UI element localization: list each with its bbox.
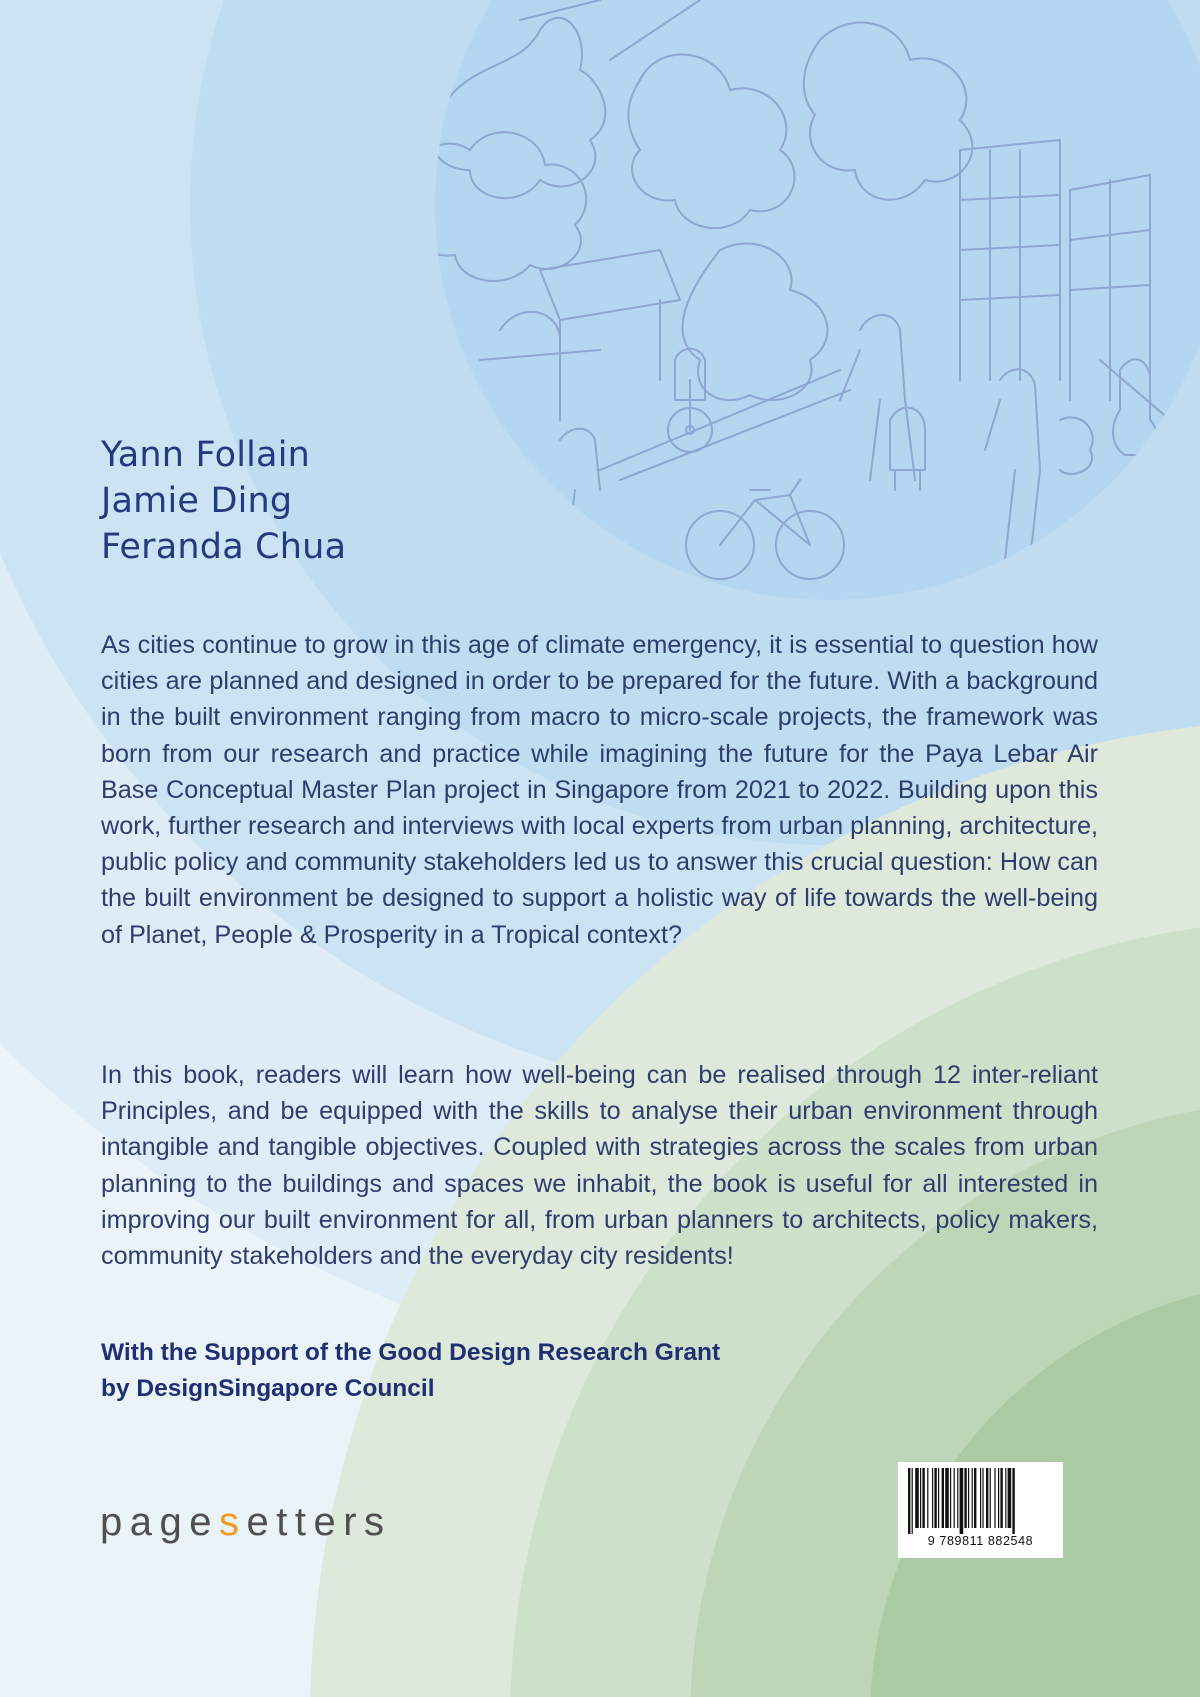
grant-line-1: With the Support of the Good Design Research Grant (101, 1339, 721, 1366)
barcode-bar (980, 1468, 981, 1528)
barcode-digits: 9 789811 882548 (927, 1534, 1034, 1548)
barcode-bar (990, 1468, 991, 1528)
barcode-bar (982, 1468, 983, 1528)
barcode-bar (932, 1468, 933, 1528)
barcode-bar (922, 1468, 924, 1528)
isbn-barcode (898, 1462, 1063, 1558)
author-list (101, 432, 346, 570)
barcode-bar (908, 1468, 910, 1534)
publisher-logo-accent: s (218, 1500, 247, 1544)
barcode-bar (968, 1468, 969, 1528)
publisher-logo-part1: page (100, 1500, 219, 1544)
author-name: Feranda Chua (101, 527, 347, 567)
barcode-bar (920, 1468, 921, 1528)
barcode-bar (1000, 1468, 1002, 1528)
synopsis-paragraph-2: In this book, readers will learn how well-being can be realised through 12 inter-reliant Principles, and be equipped with the skills to analyse their urban environment through intangible and tangible objectives. Coupled with strategies across the scales from urban planning to the buildings and spaces we inhabit, the book is useful for all interested in improving our built environment for all, from urban planners to architects, policy makers, community stakeholders and the everyday city residents! (101, 1061, 1098, 1271)
barcode-bar (912, 1468, 913, 1534)
barcode-bar (964, 1468, 966, 1528)
barcode-bar (927, 1468, 928, 1528)
barcode-bar (998, 1468, 999, 1528)
barcode-bar (957, 1468, 958, 1528)
barcode-bar (954, 1468, 955, 1528)
barcode-bar (934, 1468, 936, 1528)
barcode-bar (950, 1468, 951, 1528)
barcode-bar (1012, 1468, 1014, 1534)
grant-acknowledgement (101, 1335, 720, 1407)
publisher-logo-part2: etters (246, 1500, 392, 1544)
barcode-bar (945, 1468, 949, 1528)
synopsis-paragraph-1: As cities continue to grow in this age of climate emergency, it is essential to question how cities are planned and designed in order to be prepared for the future. With a background in the built environment ranging from macro to micro-scale projects, the framework was born from our research and practice while imagining the future for the Paya Lebar Air Base Conceptual Master Plan project in Singapore from 2021 to 2022. Building upon this work, further research and interviews with local experts from urban planning, architecture, public policy and community stakeholders led us to answer this crucial question: How can the built environment be designed to support a holistic way of life towards the well-being of Planet, People & Prosperity in a Tropical context? (101, 631, 1098, 949)
barcode-bar (938, 1468, 939, 1528)
publisher-logo (100, 1500, 392, 1545)
author-name: Yann Follain (101, 435, 310, 475)
barcode-bar (994, 1468, 995, 1528)
barcode-bar (986, 1468, 988, 1528)
barcode-bar (1005, 1468, 1006, 1528)
barcode-bars (904, 1468, 1057, 1534)
barcode-bar (915, 1468, 919, 1528)
barcode-bar (960, 1468, 964, 1534)
barcode-bar (942, 1468, 944, 1528)
barcode-bar (972, 1468, 973, 1528)
grant-line-2: by DesignSingapore Council (101, 1375, 435, 1402)
barcode-bar (1008, 1468, 1012, 1528)
author-name: Jamie Ding (101, 481, 293, 521)
barcode-bar (974, 1468, 976, 1528)
